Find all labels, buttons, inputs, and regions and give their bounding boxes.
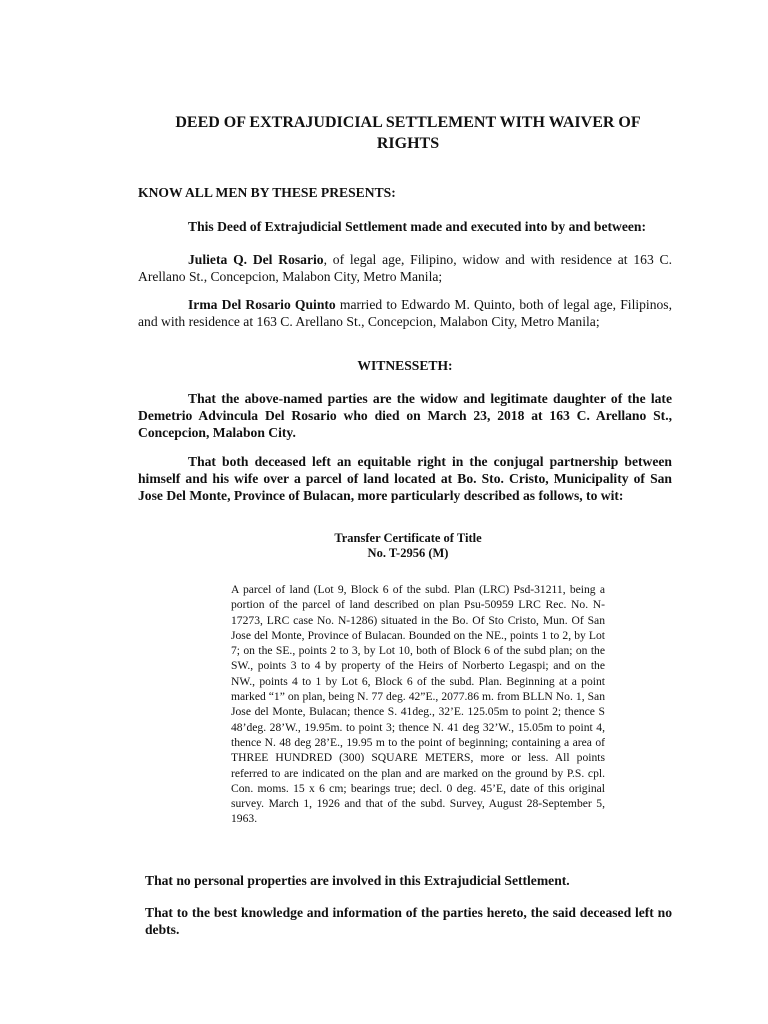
party-2-name: Irma Del Rosario Quinto <box>188 297 336 312</box>
party-1-details: , of legal age, Filipino, widow and with residence at 163 C. Arellano St., Concepcion, Malabon City, Metro Manila; <box>138 252 673 284</box>
witnesseth-heading: WITNESSETH: <box>357 358 453 373</box>
property-paragraph: That both deceased left an equitable right in the conjugal partnership between himself and his wife over a parcel of land located at Bo. Sto. Cristo, Municipality of San Jose Del Monte, Province of Bulacan, more particularly described as follows, to wit: <box>138 454 672 503</box>
no-personal-properties-paragraph: That no personal properties are involved in this Extrajudicial Settlement. <box>145 873 570 888</box>
party-1-paragraph <box>138 251 672 285</box>
intro-paragraph: This Deed of Extrajudicial Settlement made and executed into by and between: <box>188 219 647 234</box>
no-debts-paragraph: That to the best knowledge and information of the parties hereto, the said deceased left no debts. <box>145 905 672 937</box>
parcel-description: A parcel of land (Lot 9, Block 6 of the subd. Plan (LRC) Psd-31211, being a portion of the parcel of land described on plan Psu-50959 LRC Rec. No. N-17273, LRC case No. N-1286) situated in the Bo. Of Sto Cristo, Mun. Of San Jose del Monte, Province of Bulacan. Bounded on the NE., points 1 to 2, by Lot 7; on the SE., points 2 to 3, by Lot 10, both of Block 6 of the subd plan; on the SW., points 3 to 4 by property of the Heirs of Norberto Legaspi; and on the NW., points 4 to 1 by Lot 6, Block 6 of the subd. Plan. Beginning at a point marked “1” on plan, being N. 77 deg. 42”E., 2077.86 m. from BLLN No. 1, San Jose del Monte, Bulacan; thence S. 41deg., 32’E. 125.05m to point 2; thence S 48’deg. 28’W., 19.95m. to point 3; thence N. 41 deg 32’W., 15.05m to point 4, thence N. 48 deg 28’E., 19.95 m to the point of beginning; containing a area of THREE HUNDRED (300) SQUARE METERS, more or less. All points referred to are indicated on the plan and are marked on the ground by P.S. cpl. Con. moms. 15 x 6 cm; bearings true; decl. 0 deg. 45’E, date of this original survey. March 1, 1926 and that of the subd. Survey, August 28-September 5, 1963. <box>231 583 605 826</box>
tct-line-2: No. T-2956 (M) <box>367 546 449 560</box>
party-1-name: Julieta Q. Del Rosario <box>188 252 324 267</box>
heirs-paragraph: That the above-named parties are the widow and legitimate daughter of the late Demetrio Advincula Del Rosario who died on March 23, 2018 at 163 C. Arellano St., Concepcion, Malabon City. <box>138 391 672 440</box>
document-title <box>150 112 666 154</box>
tct-heading <box>138 531 678 561</box>
title-line-1: DEED OF EXTRAJUDICIAL SETTLEMENT WITH WAIVER OF <box>175 114 641 131</box>
title-line-2: RIGHTS <box>376 135 440 152</box>
know-all-men-heading: KNOW ALL MEN BY THESE PRESENTS: <box>138 185 396 200</box>
tct-line-1: Transfer Certificate of Title <box>334 531 482 545</box>
party-2-details: married to Edwardo M. Quinto, both of legal age, Filipinos, and with residence at 163 C. Arellano St., Concepcion, Malabon City, Metro Manila; <box>138 297 672 329</box>
party-2-paragraph <box>138 296 672 330</box>
